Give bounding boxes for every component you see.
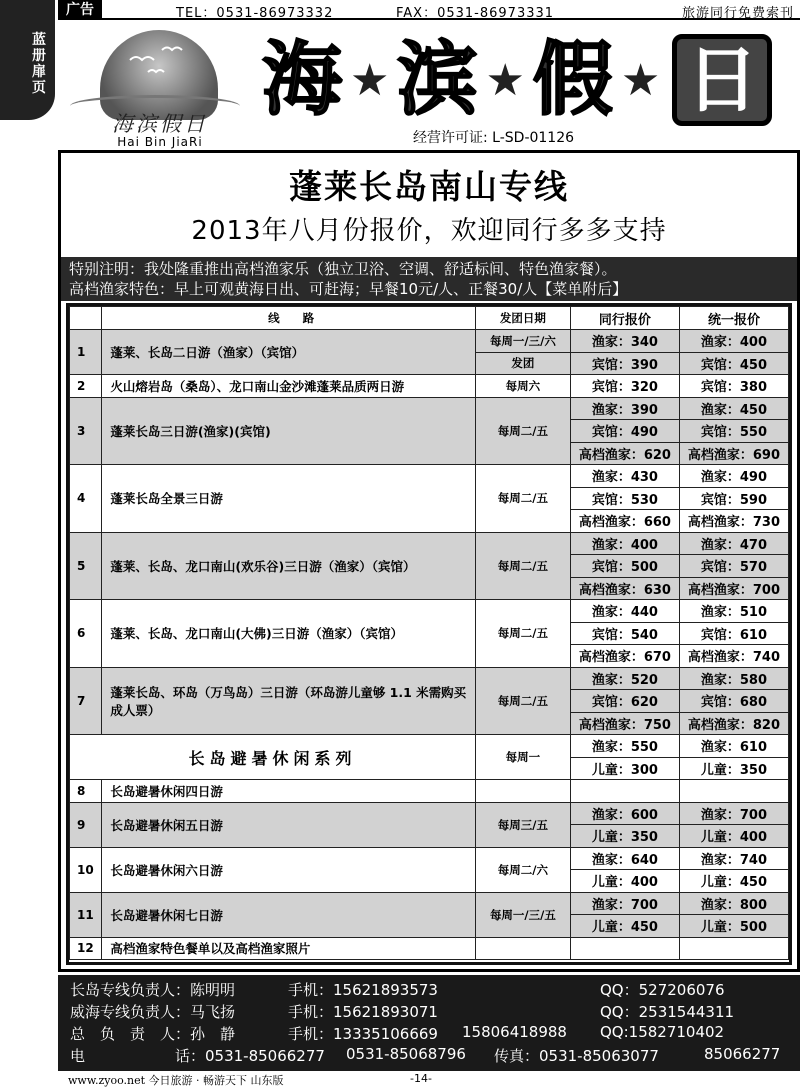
row-route: 蓬莱长岛三日游(渔家)(宾馆)	[102, 397, 476, 465]
row-unified-price: 高档渔家：820	[679, 712, 788, 735]
tel-number: TEL：0531-86973332	[176, 6, 334, 21]
series-unified-price: 儿童：350	[679, 757, 788, 780]
row-peer-price: 渔家：520	[570, 667, 679, 690]
header-num	[70, 307, 102, 330]
row-unified-price: 儿童：450	[679, 870, 788, 893]
row-unified-price	[679, 780, 788, 803]
table-row	[70, 375, 789, 398]
contacts-block	[58, 975, 800, 1071]
note-line: 高档渔家特色：早上可观黄海日出、可赶海；早餐10元/人、正餐30/人【菜单附后】	[69, 280, 628, 298]
row-route: 蓬莱、长岛二日游（渔家）（宾馆）	[102, 330, 476, 375]
contact-mobile-2: 15806418988	[462, 1023, 567, 1041]
table-row	[70, 667, 789, 690]
row-peer-price: 高档渔家：750	[570, 712, 679, 735]
header-unified-price: 统一报价	[679, 307, 788, 330]
row-unified-price: 宾馆：680	[679, 690, 788, 713]
contact-phone: 电 话：0531-85066277	[70, 1047, 325, 1065]
series-peer-price: 儿童：300	[570, 757, 679, 780]
side-tab	[0, 0, 55, 120]
row-route: 长岛避暑休闲四日游	[102, 780, 476, 803]
contact-qq: QQ：2531544311	[600, 1003, 735, 1021]
row-peer-price: 渔家：700	[570, 892, 679, 915]
header-schedule: 发团日期	[475, 307, 570, 330]
row-peer-price: 高档渔家：630	[570, 577, 679, 600]
row-peer-price: 宾馆：490	[570, 420, 679, 443]
row-peer-price: 儿童：350	[570, 825, 679, 848]
main-frame	[58, 150, 800, 972]
row-peer-price: 宾馆：390	[570, 352, 679, 375]
table-header	[70, 307, 789, 330]
row-peer-price: 宾馆：540	[570, 622, 679, 645]
row-number: 11	[70, 892, 102, 937]
row-schedule: 每周二/五	[475, 667, 570, 735]
side-tab-label: 蓝册扉页	[32, 32, 46, 96]
row-route: 蓬莱长岛、环岛（万鸟岛）三日游（环岛游儿童够 1.1 米需购买成人票）	[102, 667, 476, 735]
row-unified-price: 儿童：500	[679, 915, 788, 938]
contact-mobile: 手机：15621893071	[288, 1003, 438, 1021]
row-unified-price: 渔家：580	[679, 667, 788, 690]
contact-fax: 传真：0531-85063077	[494, 1047, 659, 1065]
row-peer-price: 宾馆：530	[570, 487, 679, 510]
series-schedule: 每周一	[475, 735, 570, 780]
row-peer-price: 渔家：400	[570, 532, 679, 555]
ad-tag: 广告	[58, 0, 102, 20]
row-route: 火山熔岩岛（桑岛）、龙口南山金沙滩蓬莱品质两日游	[102, 375, 476, 398]
row-route: 蓬莱长岛全景三日游	[102, 465, 476, 533]
row-unified-price: 渔家：740	[679, 847, 788, 870]
row-number: 9	[70, 802, 102, 847]
page-footer	[58, 1072, 800, 1086]
free-index-label: 旅游同行免费索刊	[681, 6, 794, 21]
row-unified-price: 渔家：510	[679, 600, 788, 623]
row-schedule: 每周二/五	[475, 397, 570, 465]
row-schedule: 每周六	[475, 375, 570, 398]
row-route: 长岛避暑休闲五日游	[102, 802, 476, 847]
table-row	[70, 892, 789, 915]
row-unified-price: 渔家：470	[679, 532, 788, 555]
fax-number: FAX：0531-86973331	[396, 6, 555, 21]
row-route: 长岛避暑休闲六日游	[102, 847, 476, 892]
contact-qq: QQ:1582710402	[600, 1023, 725, 1041]
star-icon: ★	[350, 54, 390, 106]
logo-chinese-text: 海滨假日	[112, 112, 208, 136]
row-unified-price: 渔家：700	[679, 802, 788, 825]
table-row	[70, 937, 789, 960]
row-unified-price: 渔家：800	[679, 892, 788, 915]
row-unified-price: 宾馆：380	[679, 375, 788, 398]
logo-english-text: Hai Bin JiaRi	[117, 135, 203, 149]
page-number: -14-	[410, 1072, 432, 1085]
row-number: 7	[70, 667, 102, 735]
header-route: 线 路	[102, 307, 476, 330]
row-schedule: 每周二/五	[475, 465, 570, 533]
contact-role: 总 负 责 人：孙 静	[70, 1025, 236, 1043]
price-table	[66, 303, 792, 965]
table-row	[70, 847, 789, 870]
row-peer-price: 宾馆：620	[570, 690, 679, 713]
table-row	[70, 465, 789, 488]
top-bar	[58, 0, 800, 20]
title-char-3: 假	[532, 33, 613, 126]
row-unified-price: 渔家：450	[679, 397, 788, 420]
series-unified-price: 渔家：610	[679, 735, 788, 758]
row-unified-price: 渔家：490	[679, 465, 788, 488]
row-peer-price: 渔家：430	[570, 465, 679, 488]
row-route: 蓬莱、长岛、龙口南山(欢乐谷)三日游（渔家）（宾馆）	[102, 532, 476, 600]
contact-mobile: 手机：15621893573	[288, 981, 438, 999]
table-row	[70, 780, 789, 803]
row-peer-price: 渔家：390	[570, 397, 679, 420]
contact-role: 长岛专线负责人：陈明明	[70, 981, 236, 999]
page-heading: 蓬莱长岛南山专线	[289, 167, 569, 206]
note-line: 特别注明：我处隆重推出高档渔家乐（独立卫浴、空调、舒适标间、特色渔家餐）。	[69, 260, 617, 278]
contact-mobile: 手机：13335106669	[288, 1025, 438, 1043]
row-unified-price: 高档渔家：690	[679, 442, 788, 465]
row-peer-price: 宾馆：320	[570, 375, 679, 398]
row-peer-price: 渔家：340	[570, 330, 679, 353]
star-icon: ★	[485, 54, 525, 106]
row-schedule: 每周三/五	[475, 802, 570, 847]
row-unified-price: 宾馆：550	[679, 420, 788, 443]
row-schedule: 每周二/五	[475, 532, 570, 600]
footer-site: www.zyoo.net 今日旅游 · 畅游天下 山东版	[68, 1074, 284, 1087]
row-number: 12	[70, 937, 102, 960]
row-peer-price: 儿童：450	[570, 915, 679, 938]
row-unified-price: 宾馆：570	[679, 555, 788, 578]
seagull-icon	[100, 30, 218, 90]
row-unified-price: 渔家：400	[679, 330, 788, 353]
row-number: 3	[70, 397, 102, 465]
row-number: 6	[70, 600, 102, 668]
row-peer-price: 儿童：400	[570, 870, 679, 893]
row-peer-price: 渔家：600	[570, 802, 679, 825]
header-peer-price: 同行报价	[570, 307, 679, 330]
row-number: 10	[70, 847, 102, 892]
row-number: 8	[70, 780, 102, 803]
table-row	[70, 600, 789, 623]
row-number: 5	[70, 532, 102, 600]
title-char-2: 滨	[397, 33, 478, 126]
row-peer-price: 高档渔家：670	[570, 645, 679, 668]
star-icon: ★	[620, 54, 661, 106]
row-peer-price	[570, 780, 679, 803]
title-char-1: 海	[262, 33, 342, 126]
row-schedule: 每周一/三/五	[475, 892, 570, 937]
page-subheading: 2013年八月份报价，欢迎同行多多支持	[191, 216, 667, 246]
table-row	[70, 802, 789, 825]
row-peer-price: 渔家：640	[570, 847, 679, 870]
row-schedule: 每周一/三/六	[475, 330, 570, 353]
row-route: 高档渔家特色餐单以及高档渔家照片	[102, 937, 476, 960]
contact-role: 威海专线负责人：马飞扬	[70, 1003, 236, 1021]
row-unified-price: 宾馆：610	[679, 622, 788, 645]
row-unified-price: 高档渔家：700	[679, 577, 788, 600]
contact-fax-2: 85066277	[704, 1045, 781, 1063]
contact-qq: QQ：527206076	[600, 981, 725, 999]
row-number: 4	[70, 465, 102, 533]
row-unified-price: 宾馆：590	[679, 487, 788, 510]
table-row	[70, 397, 789, 420]
license-number: 经营许可证: L-SD-01126	[413, 130, 575, 146]
row-peer-price: 宾馆：500	[570, 555, 679, 578]
row-peer-price	[570, 937, 679, 960]
contact-phone-2: 0531-85068796	[346, 1045, 466, 1063]
row-schedule: 每周二/五	[475, 600, 570, 668]
row-peer-price: 渔家：440	[570, 600, 679, 623]
row-route: 蓬莱、长岛、龙口南山(大佛)三日游（渔家）（宾馆）	[102, 600, 476, 668]
special-notes	[61, 257, 797, 301]
row-peer-price: 高档渔家：660	[570, 510, 679, 533]
brand-title	[262, 30, 792, 130]
row-unified-price: 儿童：400	[679, 825, 788, 848]
row-unified-price	[679, 937, 788, 960]
row-route: 长岛避暑休闲七日游	[102, 892, 476, 937]
table-row	[70, 532, 789, 555]
row-schedule	[475, 937, 570, 960]
row-unified-price: 高档渔家：740	[679, 645, 788, 668]
row-schedule: 发团	[475, 352, 570, 375]
row-unified-price: 高档渔家：730	[679, 510, 788, 533]
row-number: 1	[70, 330, 102, 375]
series-header-row	[70, 735, 789, 758]
series-title: 长岛避暑休闲系列	[70, 735, 476, 780]
row-schedule: 每周二/六	[475, 847, 570, 892]
row-schedule	[475, 780, 570, 803]
title-char-4: 日	[672, 34, 772, 126]
table-row	[70, 330, 789, 353]
row-peer-price: 高档渔家：620	[570, 442, 679, 465]
series-peer-price: 渔家：550	[570, 735, 679, 758]
row-unified-price: 宾馆：450	[679, 352, 788, 375]
row-number: 2	[70, 375, 102, 398]
